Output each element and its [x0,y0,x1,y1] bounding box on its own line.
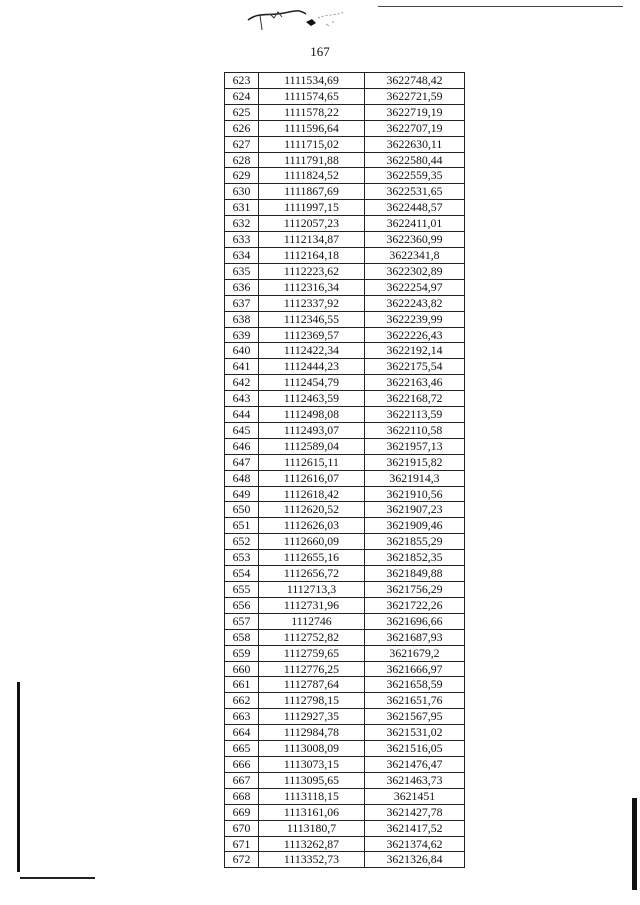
table-row [225,820,465,836]
top-rule [378,6,623,7]
x-coordinate-cell: 1112444,23 [259,359,365,375]
table-row [225,582,465,598]
table-row [225,247,465,263]
table-row [225,104,465,120]
point-number-cell: 647 [225,454,259,470]
point-number-cell: 646 [225,438,259,454]
y-coordinate-cell: 3621914,3 [365,470,465,486]
y-coordinate-cell: 3622168,72 [365,391,465,407]
table-row [225,343,465,359]
x-coordinate-cell: 1112713,3 [259,582,365,598]
y-coordinate-cell: 3621909,46 [365,518,465,534]
y-coordinate-cell: 3622239,99 [365,311,465,327]
table-row [225,788,465,804]
point-number-cell: 654 [225,566,259,582]
x-coordinate-cell: 1112589,04 [259,438,365,454]
x-coordinate-cell: 1111596,64 [259,120,365,136]
x-coordinate-cell: 1112134,87 [259,232,365,248]
point-number-cell: 664 [225,725,259,741]
point-number-cell: 659 [225,645,259,661]
table-row [225,311,465,327]
x-coordinate-cell: 1112369,57 [259,327,365,343]
page-number: 167 [310,44,330,59]
x-coordinate-cell: 1112660,09 [259,534,365,550]
table-row [225,645,465,661]
point-number-cell: 640 [225,343,259,359]
x-coordinate-cell: 1112984,78 [259,725,365,741]
x-coordinate-cell: 1112655,16 [259,550,365,566]
x-coordinate-cell: 1112731,96 [259,597,365,613]
y-coordinate-cell: 3621451 [365,788,465,804]
x-coordinate-cell: 1111791,88 [259,152,365,168]
point-number-cell: 667 [225,772,259,788]
table-row [225,454,465,470]
point-number-cell: 666 [225,756,259,772]
y-coordinate-cell: 3622630,11 [365,136,465,152]
y-coordinate-cell: 3621567,95 [365,709,465,725]
y-coordinate-cell: 3622721,59 [365,88,465,104]
x-coordinate-cell: 1112752,82 [259,629,365,645]
table-row [225,597,465,613]
point-number-cell: 662 [225,693,259,709]
x-coordinate-cell: 1112798,15 [259,693,365,709]
table-row [225,73,465,89]
point-number-cell: 651 [225,518,259,534]
x-coordinate-cell: 1112759,65 [259,645,365,661]
table-row [225,566,465,582]
x-coordinate-cell: 1111824,52 [259,168,365,184]
point-number-cell: 655 [225,582,259,598]
point-number-cell: 623 [225,73,259,89]
x-coordinate-cell: 1113262,87 [259,836,365,852]
table-row [225,518,465,534]
y-coordinate-cell: 3621907,23 [365,502,465,518]
table-row [225,756,465,772]
point-number-cell: 652 [225,534,259,550]
x-coordinate-cell: 1112746 [259,613,365,629]
y-coordinate-cell: 3622302,89 [365,263,465,279]
x-coordinate-cell: 1112618,42 [259,486,365,502]
table-row [225,232,465,248]
y-coordinate-cell: 3622226,43 [365,327,465,343]
point-number-cell: 626 [225,120,259,136]
y-coordinate-cell: 3622110,58 [365,422,465,438]
table-row [225,359,465,375]
y-coordinate-cell: 3622113,59 [365,407,465,423]
y-coordinate-cell: 3621910,56 [365,486,465,502]
point-number-cell: 629 [225,168,259,184]
table-row [225,629,465,645]
y-coordinate-cell: 3621374,62 [365,836,465,852]
point-number-cell: 633 [225,232,259,248]
y-coordinate-cell: 3621849,88 [365,566,465,582]
table-row [225,852,465,868]
table-row [225,709,465,725]
point-number-cell: 638 [225,311,259,327]
table-row [225,120,465,136]
bottom-rule [20,877,95,879]
x-coordinate-cell: 1113161,06 [259,804,365,820]
table-row [225,836,465,852]
y-coordinate-cell: 3622531,65 [365,184,465,200]
y-coordinate-cell: 3622559,35 [365,168,465,184]
coordinates-table-body [225,73,465,868]
table-row [225,136,465,152]
point-number-cell: 672 [225,852,259,868]
x-coordinate-cell: 1112164,18 [259,247,365,263]
table-row [225,216,465,232]
point-number-cell: 635 [225,263,259,279]
point-number-cell: 665 [225,741,259,757]
point-number-cell: 634 [225,247,259,263]
x-coordinate-cell: 1112223,62 [259,263,365,279]
table-row [225,550,465,566]
table-row [225,613,465,629]
point-number-cell: 631 [225,200,259,216]
table-row [225,168,465,184]
point-number-cell: 670 [225,820,259,836]
x-coordinate-cell: 1112616,07 [259,470,365,486]
table-row [225,327,465,343]
x-coordinate-cell: 1112422,34 [259,343,365,359]
y-coordinate-cell: 3622580,44 [365,152,465,168]
x-coordinate-cell: 1113008,09 [259,741,365,757]
table-row [225,693,465,709]
x-coordinate-cell: 1113118,15 [259,788,365,804]
table-row [225,677,465,693]
y-coordinate-cell: 3622707,19 [365,120,465,136]
point-number-cell: 653 [225,550,259,566]
y-coordinate-cell: 3622243,82 [365,295,465,311]
table-row [225,470,465,486]
table-row [225,391,465,407]
y-coordinate-cell: 3621855,29 [365,534,465,550]
x-coordinate-cell: 1111715,02 [259,136,365,152]
x-coordinate-cell: 1111534,69 [259,73,365,89]
point-number-cell: 643 [225,391,259,407]
table-row [225,725,465,741]
y-coordinate-cell: 3621756,29 [365,582,465,598]
y-coordinate-cell: 3622448,57 [365,200,465,216]
y-coordinate-cell: 3622175,54 [365,359,465,375]
x-coordinate-cell: 1111867,69 [259,184,365,200]
x-coordinate-cell: 1112615,11 [259,454,365,470]
table-row [225,741,465,757]
right-margin-mark [632,798,637,890]
coordinates-table [224,72,465,868]
y-coordinate-cell: 3621651,76 [365,693,465,709]
table-row [225,486,465,502]
table-row [225,263,465,279]
point-number-cell: 624 [225,88,259,104]
y-coordinate-cell: 3622360,99 [365,232,465,248]
y-coordinate-cell: 3622411,01 [365,216,465,232]
table-row [225,152,465,168]
point-number-cell: 645 [225,422,259,438]
x-coordinate-cell: 1113352,73 [259,852,365,868]
x-coordinate-cell: 1112316,34 [259,279,365,295]
y-coordinate-cell: 3621531,02 [365,725,465,741]
y-coordinate-cell: 3621696,66 [365,613,465,629]
y-coordinate-cell: 3621658,59 [365,677,465,693]
point-number-cell: 632 [225,216,259,232]
point-number-cell: 628 [225,152,259,168]
x-coordinate-cell: 1113073,15 [259,756,365,772]
y-coordinate-cell: 3621852,35 [365,550,465,566]
x-coordinate-cell: 1111997,15 [259,200,365,216]
x-coordinate-cell: 1112656,72 [259,566,365,582]
point-number-cell: 625 [225,104,259,120]
y-coordinate-cell: 3622341,8 [365,247,465,263]
x-coordinate-cell: 1112776,25 [259,661,365,677]
x-coordinate-cell: 1112787,64 [259,677,365,693]
x-coordinate-cell: 1112927,35 [259,709,365,725]
y-coordinate-cell: 3621427,78 [365,804,465,820]
y-coordinate-cell: 3622748,42 [365,73,465,89]
y-coordinate-cell: 3621666,97 [365,661,465,677]
point-number-cell: 637 [225,295,259,311]
x-coordinate-cell: 1113095,65 [259,772,365,788]
x-coordinate-cell: 1113180,7 [259,820,365,836]
point-number-cell: 648 [225,470,259,486]
x-coordinate-cell: 1111578,22 [259,104,365,120]
table-row [225,502,465,518]
y-coordinate-cell: 3622192,14 [365,343,465,359]
x-coordinate-cell: 1112626,03 [259,518,365,534]
x-coordinate-cell: 1112498,08 [259,407,365,423]
table-row [225,804,465,820]
table-row [225,422,465,438]
point-number-cell: 644 [225,407,259,423]
point-number-cell: 639 [225,327,259,343]
y-coordinate-cell: 3621476,47 [365,756,465,772]
point-number-cell: 642 [225,375,259,391]
point-number-cell: 668 [225,788,259,804]
point-number-cell: 663 [225,709,259,725]
table-row [225,184,465,200]
point-number-cell: 656 [225,597,259,613]
y-coordinate-cell: 3621915,82 [365,454,465,470]
table-row [225,375,465,391]
table-row [225,295,465,311]
table-row [225,279,465,295]
x-coordinate-cell: 1112493,07 [259,422,365,438]
point-number-cell: 641 [225,359,259,375]
point-number-cell: 650 [225,502,259,518]
x-coordinate-cell: 1112463,59 [259,391,365,407]
point-number-cell: 671 [225,836,259,852]
point-number-cell: 658 [225,629,259,645]
y-coordinate-cell: 3621957,13 [365,438,465,454]
point-number-cell: 669 [225,804,259,820]
x-coordinate-cell: 1112337,92 [259,295,365,311]
x-coordinate-cell: 1112057,23 [259,216,365,232]
point-number-cell: 660 [225,661,259,677]
point-number-cell: 649 [225,486,259,502]
y-coordinate-cell: 3621722,26 [365,597,465,613]
x-coordinate-cell: 1111574,65 [259,88,365,104]
signature-stamp-mark [240,6,360,32]
table-row [225,772,465,788]
y-coordinate-cell: 3622719,19 [365,104,465,120]
x-coordinate-cell: 1112620,52 [259,502,365,518]
point-number-cell: 630 [225,184,259,200]
table-row [225,534,465,550]
table-row [225,438,465,454]
table-row [225,407,465,423]
y-coordinate-cell: 3621326,84 [365,852,465,868]
y-coordinate-cell: 3622163,46 [365,375,465,391]
y-coordinate-cell: 3621687,93 [365,629,465,645]
table-row [225,661,465,677]
y-coordinate-cell: 3621463,73 [365,772,465,788]
y-coordinate-cell: 3622254,97 [365,279,465,295]
y-coordinate-cell: 3621417,52 [365,820,465,836]
point-number-cell: 657 [225,613,259,629]
table-row [225,88,465,104]
y-coordinate-cell: 3621516,05 [365,741,465,757]
y-coordinate-cell: 3621679,2 [365,645,465,661]
x-coordinate-cell: 1112346,55 [259,311,365,327]
left-margin-mark [17,682,20,872]
point-number-cell: 627 [225,136,259,152]
point-number-cell: 636 [225,279,259,295]
point-number-cell: 661 [225,677,259,693]
x-coordinate-cell: 1112454,79 [259,375,365,391]
table-row [225,200,465,216]
